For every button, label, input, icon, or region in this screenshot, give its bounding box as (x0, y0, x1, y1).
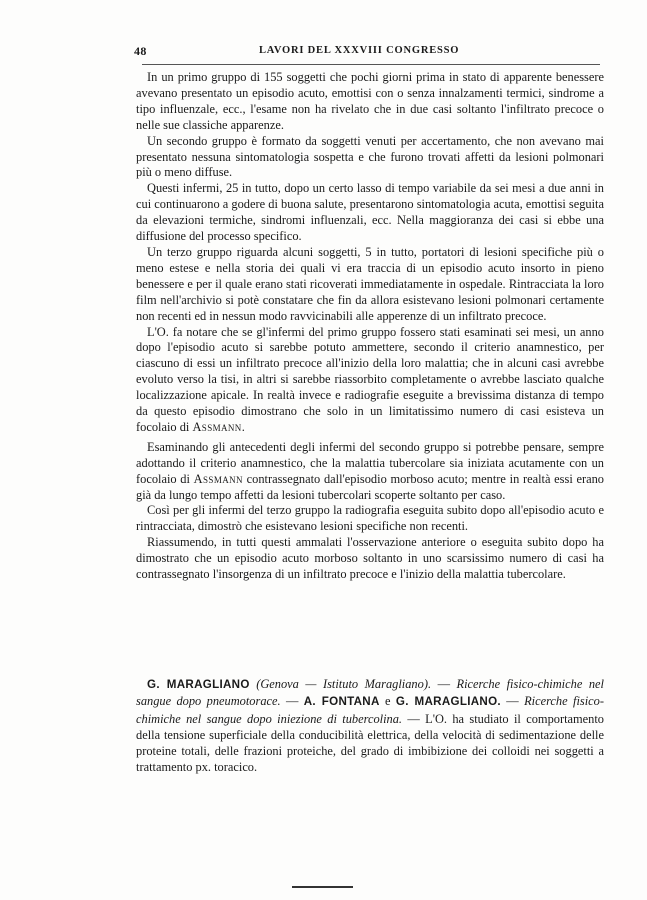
author-name-assmann: Assmann (193, 471, 243, 486)
author-fontana: A. FONTANA (303, 695, 380, 709)
conjunction: e (379, 694, 396, 709)
affiliation: (Genova — Istituto Maragliano). (256, 677, 432, 691)
paragraph: Così per gli infermi del terzo gruppo la radiografia eseguita subito dopo all'episodio acuto e rintracciata, dimostrò che esistevano lesioni specifiche non recenti. (136, 503, 604, 534)
paragraph: Riassumendo, in tutti questi ammalati l'osservazione anteriore o eseguita subito dopo ha dimostrato che un episodio acuto morboso soltanto in uno scarsissimo numero di casi ha contrassegnato l'insorgenza di un infiltrato precoce e l'inizio della malattia tubercolare. (136, 535, 604, 582)
author-maragliano: G. MARAGLIANO (147, 678, 250, 691)
paragraph-end: contrassegnato dall'episodio morboso acuto; mentre in realtà essi erano già da lungo tempo affetti da lesioni tubercolari scoperte soltanto per caso. (136, 471, 604, 502)
header-rule (142, 64, 600, 65)
abstract-entry (136, 676, 604, 776)
author-name-assmann: Assmann (192, 419, 242, 434)
author-maragliano-2: G. MARAGLIANO. (395, 695, 501, 709)
page-number: 48 (134, 44, 147, 58)
abstract-body: — L'O. ha studiato il comportamento della tensione superficiale della conducibilità elettrica, della velocità di sedimentazione delle proteine totali, delle frazioni proteiche, del grado di imbibizione dei colloidi nei soggetti a trattamento px. toracico. (136, 711, 604, 775)
paragraph: In un primo gruppo di 155 soggetti che pochi giorni prima in stato di apparente benessere avevano presentato un episodio acuto, emottisi con o senza innalzamenti termici, sindrome a tipo influenzale, ecc., l'esame non ha rivelato che in due casi soltanto l'infiltrato precoce o nelle sue classiche apparenze. (136, 70, 604, 132)
paragraph-text: L'O. fa notare che se gl'infermi del primo gruppo fossero stati esaminati sei mesi, un anno dopo l'episodio acuto si sarebbe potuto ammettere, secondo il criterio anamnestico, per ciascuno di essi un infiltrato precoce all'inizio della loro malattia; che in alcuni casi avrebbe evoluto verso la tisi, in altri si sarebbe riassorbito completamente o avrebbe lasciato qualche localizzazione apicale. In realtà invece e radiografie eseguite a brevissima distanza di tempo da questo episodio dimostrano che solo in un limitatissimo numero di casi esisteva un focolaio di (136, 324, 604, 434)
footer-rule (292, 886, 353, 888)
paragraph: Questi infermi, 25 in tutto, dopo un certo lasso di tempo variabile da sei mesi a due anni in cui continuarono a godere di buona salute, presentarono sintomatologia acuta, emottisi seguita da elevazioni termiche, sindromi influenzali, ecc. Nella maggioranza dei casi si ebbe una diffusione del processo specifico. (136, 181, 604, 244)
paragraph (136, 440, 604, 504)
paragraph-text: Esaminando gli antecedenti degli infermi del secondo gruppo si potrebbe pensare, sempre adottando il criterio anamnestico, che la malattia tubercolare sia iniziata acutamente con un focolaio di (136, 439, 604, 486)
paragraph: Un terzo gruppo riguarda alcuni soggetti, 5 in tutto, portatori di lesioni specifiche più o meno estese e nella storia dei quali vi era traccia di un episodio acuto insorto in pieno benessere e per il quale erano stati ricoverati immediatamente in ospedale. Rintracciata la loro film nell'archivio si potè constatare che fin da allora esistevano lesioni polmonari certamente non recenti ed in nessun modo ravvicinabili alle apperenze di un infiltrato precoce. (136, 244, 604, 323)
separator: — (431, 677, 457, 691)
abstract-paragraph (136, 676, 604, 776)
separator: — (280, 694, 304, 709)
separator: — (500, 694, 525, 709)
running-head: LAVORI DEL XXXVIII CONGRESSO (259, 45, 460, 56)
abstract-title-2: Ricerche fisico-chimiche nel sangue dopo iniezione di tubercolina. (136, 694, 604, 726)
paragraph-end: . (241, 419, 245, 434)
page-header (134, 44, 604, 60)
body-text (136, 70, 604, 583)
paragraph: Un secondo gruppo è formato da soggetti venuti per accertamento, che non avevano mai presentato nessuna sintomatologia sospetta e che furono trovati affetti da lesioni polmonari più o meno diffuse. (136, 133, 604, 180)
abstract-title-1: Ricerche fisico-chimiche nel sangue dopo pneumotorace. (136, 677, 604, 709)
paragraph (136, 325, 604, 436)
